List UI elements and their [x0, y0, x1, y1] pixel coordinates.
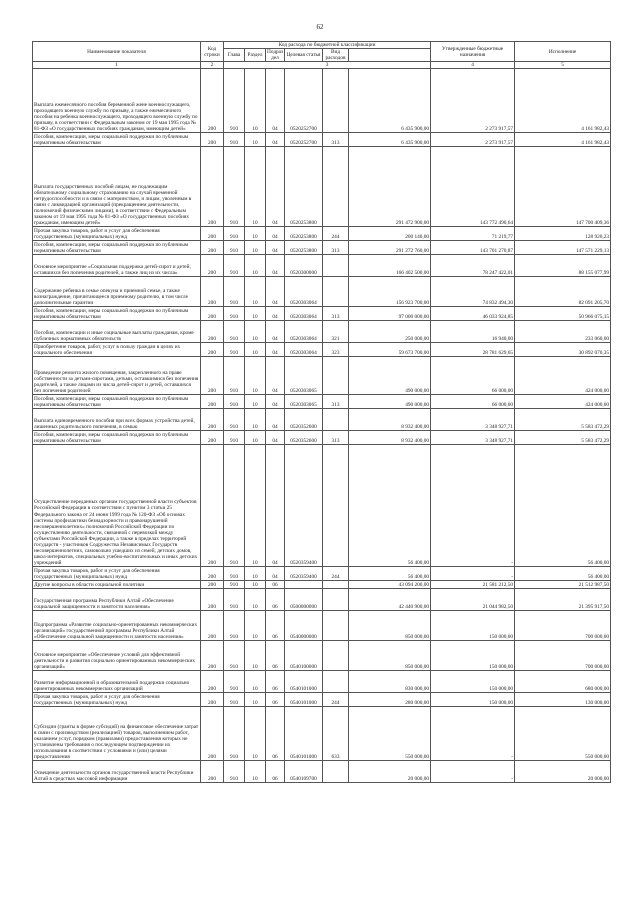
row-podrazdel: 06: [266, 641, 285, 671]
table-row: [33, 409, 611, 431]
row-glava: 910: [224, 255, 245, 277]
row-name: Пособия, компенсации, меры социальной поддержки по публичным нормативным обязательствам: [33, 395, 201, 409]
column-number: 4: [431, 62, 515, 69]
row-target: 0520303064: [285, 307, 323, 321]
table-row: [33, 693, 611, 707]
row-target: 0520253800: [285, 147, 323, 227]
row-executed: 143 701 270,87: [431, 241, 515, 255]
row-razdel: 10: [245, 693, 266, 707]
row-name: Пособия, компенсации, меры социальной поддержки по публичным нормативным обязательствам: [33, 431, 201, 445]
table-row: [33, 241, 611, 255]
row-razdel: 10: [245, 133, 266, 147]
row-razdel: 10: [245, 589, 266, 611]
row-approved: 8 932 400,00: [349, 431, 431, 445]
row-vid: [323, 147, 349, 227]
row-podrazdel: 04: [266, 357, 285, 395]
row-line-code: 200: [201, 589, 224, 611]
row-name: Проведение ремонта жилого помещения, закрепленного на праве собственности за детьми-сиротами, детьми, оставшимися без попечения родителей, а также лицами из числа детей-сирот и детей, оставшихся без попечения родителей: [33, 357, 201, 395]
row-podrazdel: 04: [266, 445, 285, 567]
table-row: [33, 227, 611, 241]
row-target: 0520303064: [285, 343, 323, 357]
row-podrazdel: 06: [266, 581, 285, 589]
row-razdel: 10: [245, 707, 266, 761]
row-unexecuted: 128 920,23: [515, 227, 611, 241]
row-target: 0520359400: [285, 445, 323, 567]
table-row: [33, 133, 611, 147]
row-podrazdel: 04: [266, 227, 285, 241]
row-line-code: 200: [201, 567, 224, 581]
row-name: Подпрограмма «Развитие социально-ориентированных некоммерческих организаций» государственной программы Республики Алтай «Обеспечение социальной защищенности и занятости населения»: [33, 611, 201, 641]
row-executed: 143 772 490,64: [431, 147, 515, 227]
row-approved: 166 402 500,00: [349, 255, 431, 277]
row-unexecuted: 5 583 472,29: [515, 409, 611, 431]
row-name: Выплата государственных пособий лицам, не подлежащим обязательному социальному страхованию на случай временной нетрудоспособности и в связи с материнством, и лицам, уволенным в связи с ликвидацией организаций (прекращением деятельности, полномочий физическими лицами), в соответствии с Федеральным законом от 19 мая 1995 года № 81-ФЗ «О государственных пособиях гражданам, имеющим детей»: [33, 147, 201, 227]
row-approved: 850 000,00: [349, 611, 431, 641]
row-target: 0520303064: [285, 277, 323, 307]
row-vid: [323, 277, 349, 307]
table-row: [33, 307, 611, 321]
row-podrazdel: 04: [266, 343, 285, 357]
row-unexecuted: 82 091 205,70: [515, 277, 611, 307]
row-podrazdel: 04: [266, 321, 285, 343]
table-row: [33, 761, 611, 783]
row-podrazdel: 06: [266, 611, 285, 641]
row-razdel: 10: [245, 357, 266, 395]
row-line-code: 200: [201, 761, 224, 783]
table-row: [33, 611, 611, 641]
row-razdel: 10: [245, 581, 266, 589]
row-glava: 910: [224, 357, 245, 395]
row-line-code: 200: [201, 409, 224, 431]
row-target: 0540100000: [285, 641, 323, 671]
row-podrazdel: 04: [266, 241, 285, 255]
row-unexecuted: 21 395 917,50: [515, 589, 611, 611]
row-executed: 66 000,00: [431, 395, 515, 409]
row-glava: 910: [224, 589, 245, 611]
row-executed: -: [431, 707, 515, 761]
row-approved: 8 932 400,00: [349, 409, 431, 431]
row-target: 0540101000: [285, 707, 323, 761]
row-approved: 250 000,00: [349, 321, 431, 343]
row-razdel: 10: [245, 307, 266, 321]
row-approved: 200 140,00: [349, 227, 431, 241]
row-podrazdel: 04: [266, 147, 285, 227]
row-vid: 244: [323, 693, 349, 707]
row-vid: 323: [323, 343, 349, 357]
row-target: 0520253800: [285, 241, 323, 255]
row-line-code: 200: [201, 431, 224, 445]
row-razdel: 10: [245, 69, 266, 133]
row-glava: 910: [224, 445, 245, 567]
row-glava: 910: [224, 567, 245, 581]
row-name: Выплата единовременного пособия при всех формах устройства детей, лишенных родительского попечения, в семью: [33, 409, 201, 431]
row-name: Выплата ежемесячного пособия беременной жене военнослужащего, проходящего военную службу по призыву, а также ежемесячного пособия на ребенка военнослужащего, проходящего военную службу по призыву, в соответствии с Федеральным законом от 19 мая 1995 года № 81-ФЗ «О государственных пособиях гражданам, имеющим детей»: [33, 69, 201, 133]
row-glava: 910: [224, 693, 245, 707]
row-target: 0540109700: [285, 761, 323, 783]
row-glava: 910: [224, 581, 245, 589]
row-vid: [323, 445, 349, 567]
row-vid: 313: [323, 241, 349, 255]
table-row: [33, 581, 611, 589]
header-name: Наименование показателя: [33, 42, 201, 62]
row-line-code: 200: [201, 133, 224, 147]
row-razdel: 10: [245, 241, 266, 255]
table-row: [33, 671, 611, 693]
row-podrazdel: 06: [266, 693, 285, 707]
row-line-code: 200: [201, 445, 224, 567]
row-podrazdel: 04: [266, 409, 285, 431]
row-razdel: 10: [245, 409, 266, 431]
row-podrazdel: 06: [266, 707, 285, 761]
row-unexecuted: 424 000,00: [515, 357, 611, 395]
row-vid: [323, 671, 349, 693]
row-line-code: 200: [201, 147, 224, 227]
row-name: Пособия, компенсации, меры социальной поддержки по публичным нормативным обязательствам: [33, 241, 201, 255]
row-target: 0500000000: [285, 589, 323, 611]
row-glava: 910: [224, 671, 245, 693]
row-razdel: 10: [245, 255, 266, 277]
row-name: Развитие информационной и образовательной поддержки социально ориентированных некоммерческих организаций: [33, 671, 201, 693]
page-number: 62: [316, 23, 324, 31]
row-glava: 910: [224, 321, 245, 343]
row-executed: 150 000,00: [431, 641, 515, 671]
row-target: 0540101000: [285, 693, 323, 707]
header-razdel: Раздел: [245, 49, 266, 62]
column-number: 5: [515, 62, 611, 69]
row-line-code: 200: [201, 641, 224, 671]
row-line-code: 200: [201, 277, 224, 307]
row-podrazdel: 06: [266, 589, 285, 611]
row-glava: 910: [224, 641, 245, 671]
row-glava: 910: [224, 147, 245, 227]
row-approved: 490 000,00: [349, 357, 431, 395]
row-unexecuted: 424 000,00: [515, 395, 611, 409]
row-executed: 78 247 422,01: [431, 255, 515, 277]
row-approved: 850 000,00: [349, 641, 431, 671]
row-approved: 6 435 900,00: [349, 69, 431, 133]
row-vid: [323, 357, 349, 395]
table-row: [33, 277, 611, 307]
row-approved: 56 400,00: [349, 567, 431, 581]
row-glava: 910: [224, 761, 245, 783]
row-podrazdel: 04: [266, 307, 285, 321]
row-executed: 46 033 924,85: [431, 307, 515, 321]
row-razdel: 10: [245, 395, 266, 409]
row-line-code: 200: [201, 307, 224, 321]
row-podrazdel: 04: [266, 69, 285, 133]
row-glava: 910: [224, 395, 245, 409]
row-executed: 21 581 212,50: [431, 581, 515, 589]
row-vid: [323, 589, 349, 611]
row-line-code: 200: [201, 395, 224, 409]
row-glava: 910: [224, 277, 245, 307]
row-executed: 21 044 982,50: [431, 589, 515, 611]
row-name: Осуществление переданных органам государственной власти субъектов Российской Федерации в соответствии с пунктом 3 статьи 25 Федерального закона от 24 июня 1999 года № 120-ФЗ «Об основах системы профилактики безнадзорности и правонарушений несовершеннолетних» полномочий Российской Федерации по осуществлению деятельности, связанной с перевозкой между субъектами Российской Федерации, а также в пределах территорий государств - участников Содружества Независимых Государств несовершеннолетних, самовольно ушедших из семей, детских домов, школ-интернатов, специальных учебно-воспитательных и иных детских учреждений: [33, 445, 201, 567]
row-name: Другие вопросы в области социальной политики: [33, 581, 201, 589]
row-podrazdel: 04: [266, 277, 285, 307]
row-razdel: 10: [245, 343, 266, 357]
row-executed: 28 781 629,65: [431, 343, 515, 357]
row-glava: 910: [224, 431, 245, 445]
header-line-code: Код строки: [201, 42, 224, 62]
row-podrazdel: 04: [266, 133, 285, 147]
row-name: Прочая закупка товаров, работ и услуг для обеспечения государственных (муниципальных) нужд: [33, 567, 201, 581]
row-glava: 910: [224, 133, 245, 147]
column-number: 2: [201, 62, 224, 69]
table-row: [33, 641, 611, 671]
table-row: [33, 321, 611, 343]
row-approved: 291 272 760,00: [349, 241, 431, 255]
row-podrazdel: 04: [266, 431, 285, 445]
header-budget-class: Код расхода по бюджетной классификации: [224, 42, 431, 49]
row-podrazdel: 04: [266, 395, 285, 409]
row-name: Содержание ребенка в семье опекуна и приемной семье, а также вознаграждение, причитающееся приемному родителю, в том числе дополнительные гарантии: [33, 277, 201, 307]
row-approved: 830 000,00: [349, 671, 431, 693]
row-approved: 156 923 700,00: [349, 277, 431, 307]
row-target: 0520352600: [285, 431, 323, 445]
row-approved: 550 000,00: [349, 707, 431, 761]
row-executed: 3 348 927,71: [431, 409, 515, 431]
row-executed: 16 940,00: [431, 321, 515, 343]
row-razdel: 10: [245, 277, 266, 307]
row-vid: 244: [323, 567, 349, 581]
row-target: 0520359400: [285, 567, 323, 581]
row-razdel: 10: [245, 611, 266, 641]
row-unexecuted: 147 571 229,13: [515, 241, 611, 255]
row-vid: 313: [323, 133, 349, 147]
table-row: [33, 395, 611, 409]
row-podrazdel: 04: [266, 255, 285, 277]
row-name: Основное мероприятие «Обеспечение условий для эффективной деятельности и развития социально ориентированных некоммерческих организаций»: [33, 641, 201, 671]
header-approved: Утвержденные бюджетные назначения: [431, 42, 515, 62]
row-unexecuted: 680 000,00: [515, 671, 611, 693]
table-row: [33, 343, 611, 357]
row-line-code: 200: [201, 357, 224, 395]
row-line-code: 200: [201, 255, 224, 277]
row-razdel: 10: [245, 227, 266, 241]
row-executed: 150 000,00: [431, 693, 515, 707]
row-approved: 6 435 900,00: [349, 133, 431, 147]
row-approved: 280 000,00: [349, 693, 431, 707]
row-executed: -: [431, 445, 515, 567]
row-vid: 633: [323, 707, 349, 761]
row-line-code: 200: [201, 343, 224, 357]
row-vid: 313: [323, 307, 349, 321]
row-razdel: 10: [245, 761, 266, 783]
row-line-code: 200: [201, 707, 224, 761]
row-unexecuted: 130 000,00: [515, 693, 611, 707]
row-target: 0540000000: [285, 611, 323, 641]
row-glava: 910: [224, 69, 245, 133]
row-line-code: 200: [201, 241, 224, 255]
row-approved: 291 472 900,00: [349, 147, 431, 227]
row-glava: 910: [224, 409, 245, 431]
row-vid: [323, 581, 349, 589]
row-executed: 71 219,77: [431, 227, 515, 241]
row-glava: 910: [224, 343, 245, 357]
report-body: [33, 69, 611, 783]
row-unexecuted: 4 161 982,43: [515, 133, 611, 147]
row-glava: 910: [224, 307, 245, 321]
row-unexecuted: 700 000,00: [515, 611, 611, 641]
row-line-code: 200: [201, 69, 224, 133]
row-razdel: 10: [245, 431, 266, 445]
row-executed: -: [431, 761, 515, 783]
row-vid: 313: [323, 431, 349, 445]
row-name: Субсидии (гранты в форме субсидий) на финансовое обеспечение затрат в связи с производством (реализацией) товаров, выполнением работ, оказанием услуг, порядком (правилами) предоставления которых не установлены требования о последующем подтверждении их использования в соответствии с условиями и (или) целями предоставления: [33, 707, 201, 761]
header-glava: Глава: [224, 49, 245, 62]
header-executed: Исполнение: [515, 42, 611, 62]
row-razdel: 10: [245, 445, 266, 567]
row-unexecuted: 233 060,00: [515, 321, 611, 343]
row-unexecuted: 56 400,00: [515, 445, 611, 567]
row-razdel: 10: [245, 641, 266, 671]
row-unexecuted: 88 155 077,99: [515, 255, 611, 277]
row-podrazdel: 04: [266, 567, 285, 581]
row-approved: 20 000,00: [349, 761, 431, 783]
table-row: [33, 255, 611, 277]
row-approved: 59 673 700,00: [349, 343, 431, 357]
row-name: Государственная программа Республики Алтай «Обеспечение социальной защищенности и занятости населения»: [33, 589, 201, 611]
row-executed: 74 832 494,30: [431, 277, 515, 307]
row-approved: 42 440 900,00: [349, 589, 431, 611]
header-target: Целевая статья: [285, 49, 323, 62]
table-row: [33, 445, 611, 567]
column-number: 3: [224, 62, 431, 69]
row-approved: 56 400,00: [349, 445, 431, 567]
row-target: 0520303065: [285, 357, 323, 395]
row-name: Основное мероприятие «Социальная поддержка детей-сирот и детей, оставшихся без попечения родителей, а также лиц из их числа»: [33, 255, 201, 277]
row-unexecuted: 20 000,00: [515, 761, 611, 783]
header-vid: Вид расходов: [323, 49, 349, 62]
row-unexecuted: 147 700 409,36: [515, 147, 611, 227]
row-razdel: 10: [245, 567, 266, 581]
row-approved: 43 094 200,00: [349, 581, 431, 589]
row-unexecuted: 56 400,00: [515, 567, 611, 581]
row-unexecuted: 50 966 075,15: [515, 307, 611, 321]
row-razdel: 10: [245, 671, 266, 693]
row-name: Пособия, компенсации и иные социальные выплаты гражданам, кроме публичных нормативных обязательств: [33, 321, 201, 343]
row-target: 0520253800: [285, 227, 323, 241]
row-executed: 150 000,00: [431, 611, 515, 641]
row-vid: [323, 255, 349, 277]
row-executed: 3 348 927,71: [431, 431, 515, 445]
row-executed: -: [431, 567, 515, 581]
row-name: Пособия, компенсации, меры социальной поддержки по публичным нормативным обязательствам: [33, 307, 201, 321]
row-razdel: 10: [245, 321, 266, 343]
row-vid: 321: [323, 321, 349, 343]
row-name: Приобретение товаров, работ, услуг в пользу граждан в целях их социального обеспечения: [33, 343, 201, 357]
row-name: Прочая закупка товаров, работ и услуг для обеспечения государственных (муниципальных) нужд: [33, 227, 201, 241]
row-unexecuted: 700 000,00: [515, 641, 611, 671]
row-podrazdel: 06: [266, 671, 285, 693]
row-unexecuted: 21 512 987,50: [515, 581, 611, 589]
table-row: [33, 431, 611, 445]
row-target: 0520303065: [285, 395, 323, 409]
row-unexecuted: 4 161 982,43: [515, 69, 611, 133]
table-row: [33, 589, 611, 611]
row-target: 0520352600: [285, 409, 323, 431]
row-razdel: 10: [245, 147, 266, 227]
row-unexecuted: 30 892 070,35: [515, 343, 611, 357]
row-glava: 910: [224, 611, 245, 641]
table-row: [33, 707, 611, 761]
row-vid: [323, 69, 349, 133]
table-row: [33, 69, 611, 133]
row-glava: 910: [224, 241, 245, 255]
row-executed: 66 000,00: [431, 357, 515, 395]
row-vid: 313: [323, 395, 349, 409]
row-approved: 97 000 000,00: [349, 307, 431, 321]
row-line-code: 200: [201, 321, 224, 343]
row-vid: 244: [323, 227, 349, 241]
row-line-code: 200: [201, 693, 224, 707]
table-row: [33, 567, 611, 581]
row-vid: [323, 761, 349, 783]
row-vid: [323, 611, 349, 641]
row-executed: 2 273 917,57: [431, 69, 515, 133]
header-podrazdel: Подраз дел: [267, 49, 284, 62]
row-executed: 2 273 917,57: [431, 133, 515, 147]
row-glava: 910: [224, 707, 245, 761]
row-podrazdel: 06: [266, 761, 285, 783]
column-number: 1: [33, 62, 201, 69]
row-line-code: 200: [201, 611, 224, 641]
row-unexecuted: 5 583 472,29: [515, 431, 611, 445]
row-executed: 150 000,00: [431, 671, 515, 693]
row-vid: [323, 409, 349, 431]
row-target: 0520300000: [285, 255, 323, 277]
row-target: 0520252700: [285, 133, 323, 147]
table-row: [33, 147, 611, 227]
budget-report-table: [32, 41, 611, 783]
row-target: 0540101000: [285, 671, 323, 693]
row-approved: 490 000,00: [349, 395, 431, 409]
row-vid: [323, 641, 349, 671]
row-target: 0520252700: [285, 69, 323, 133]
row-name: Прочая закупка товаров, работ и услуг для обеспечения государственных (муниципальных) нужд: [33, 693, 201, 707]
row-name: Пособия, компенсации, меры социальной поддержки по публичным нормативным обязательствам: [33, 133, 201, 147]
table-row: [33, 357, 611, 395]
row-target: 0520303064: [285, 321, 323, 343]
row-line-code: 200: [201, 581, 224, 589]
row-name: Освещение деятельности органов государственной власти Республики Алтай в средствах массовой информации: [33, 761, 201, 783]
column-numbers-row: [33, 62, 611, 69]
row-target: [285, 581, 323, 589]
row-line-code: 200: [201, 227, 224, 241]
row-glava: 910: [224, 227, 245, 241]
row-line-code: 200: [201, 671, 224, 693]
row-unexecuted: 550 000,00: [515, 707, 611, 761]
